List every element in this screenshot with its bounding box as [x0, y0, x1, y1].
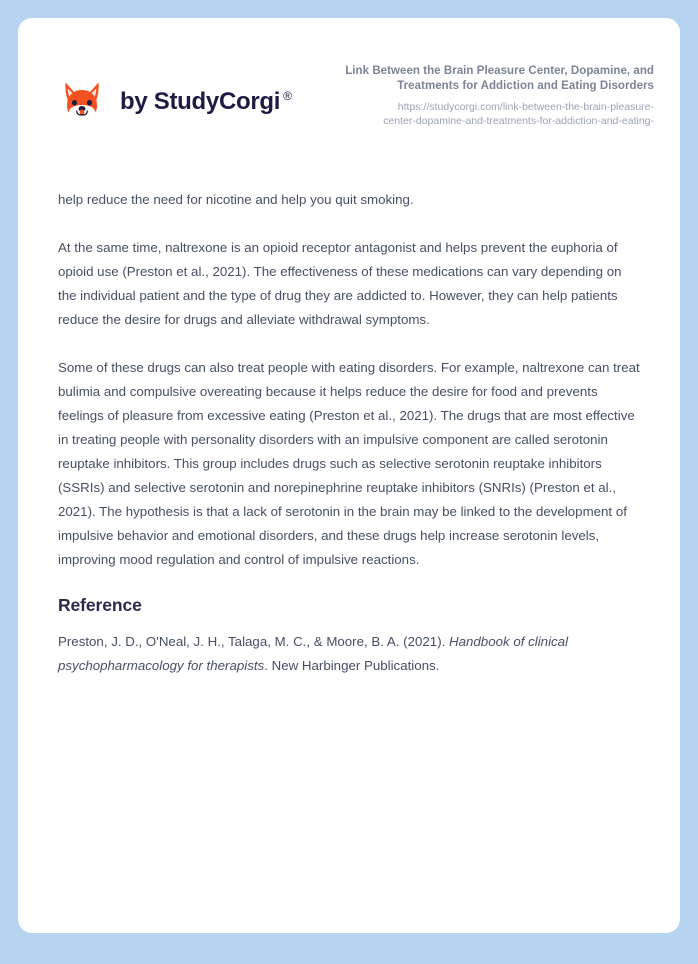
reference-book-title: Handbook of clinical psychopharmacology for therapists: [58, 634, 569, 673]
document-header: [18, 18, 680, 128]
document-url-line-1: https://studycorgi.com/link-between-the-brain-pleasure-: [397, 101, 654, 113]
reference-entry: [58, 630, 640, 678]
document-title: [312, 64, 654, 94]
brand-wordmark: [120, 88, 292, 116]
document-title-line-2: Treatments for Addiction and Eating Disorders: [397, 80, 654, 92]
brand-wordmark-text: by StudyCorgi: [120, 88, 281, 115]
document-url-line-2: center-dopamine-and-treatments-for-addiction-and-eating-: [383, 115, 654, 127]
document-meta: [292, 64, 654, 128]
document-source-url: [312, 100, 654, 128]
reference-authors: Preston, J. D., O'Neal, J. H., Talaga, M. C., & Moore, B. A. (2021).: [58, 634, 450, 649]
registered-trademark-icon: ®: [283, 89, 292, 103]
document-title-line-1: Link Between the Brain Pleasure Center, Dopamine, and: [345, 65, 654, 77]
reference-section-heading: Reference: [58, 595, 142, 615]
document-body: [18, 128, 680, 678]
brand-lockup: [58, 64, 292, 126]
body-paragraph: At the same time, naltrexone is an opioid receptor antagonist and helps prevent the euphoria of opioid use (Preston et al., 2021). The effectiveness of these medications can vary depending on the individual patient and the type of drug they are addicted to. However, they can help patients reduce the desire for drugs and alleviate withdrawal symptoms.: [58, 240, 622, 327]
corgi-head-icon: [58, 78, 106, 126]
reference-publisher: . New Harbinger Publications.: [264, 658, 440, 673]
document-page: [18, 18, 680, 933]
body-paragraph: help reduce the need for nicotine and help you quit smoking.: [58, 192, 414, 207]
body-paragraph: Some of these drugs can also treat people with eating disorders. For example, naltrexone can treat bulimia and compulsive overeating because it helps reduce the desire for food and prevents feelings of pleasure from excessive eating (Preston et al., 2021). The drugs that are most effective in treating people with personality disorders with an impulsive component are called serotonin reuptake inhibitors. This group includes drugs such as selective serotonin reuptake inhibitors (SSRIs) and selective serotonin and norepinephrine reuptake inhibitors (SNRIs) (Preston et al., 2021). The hypothesis is that a lack of serotonin in the brain may be linked to the development of impulsive behavior and emotional disorders, and these drugs help increase serotonin levels, improving mood regulation and control of impulsive reactions.: [58, 360, 640, 567]
